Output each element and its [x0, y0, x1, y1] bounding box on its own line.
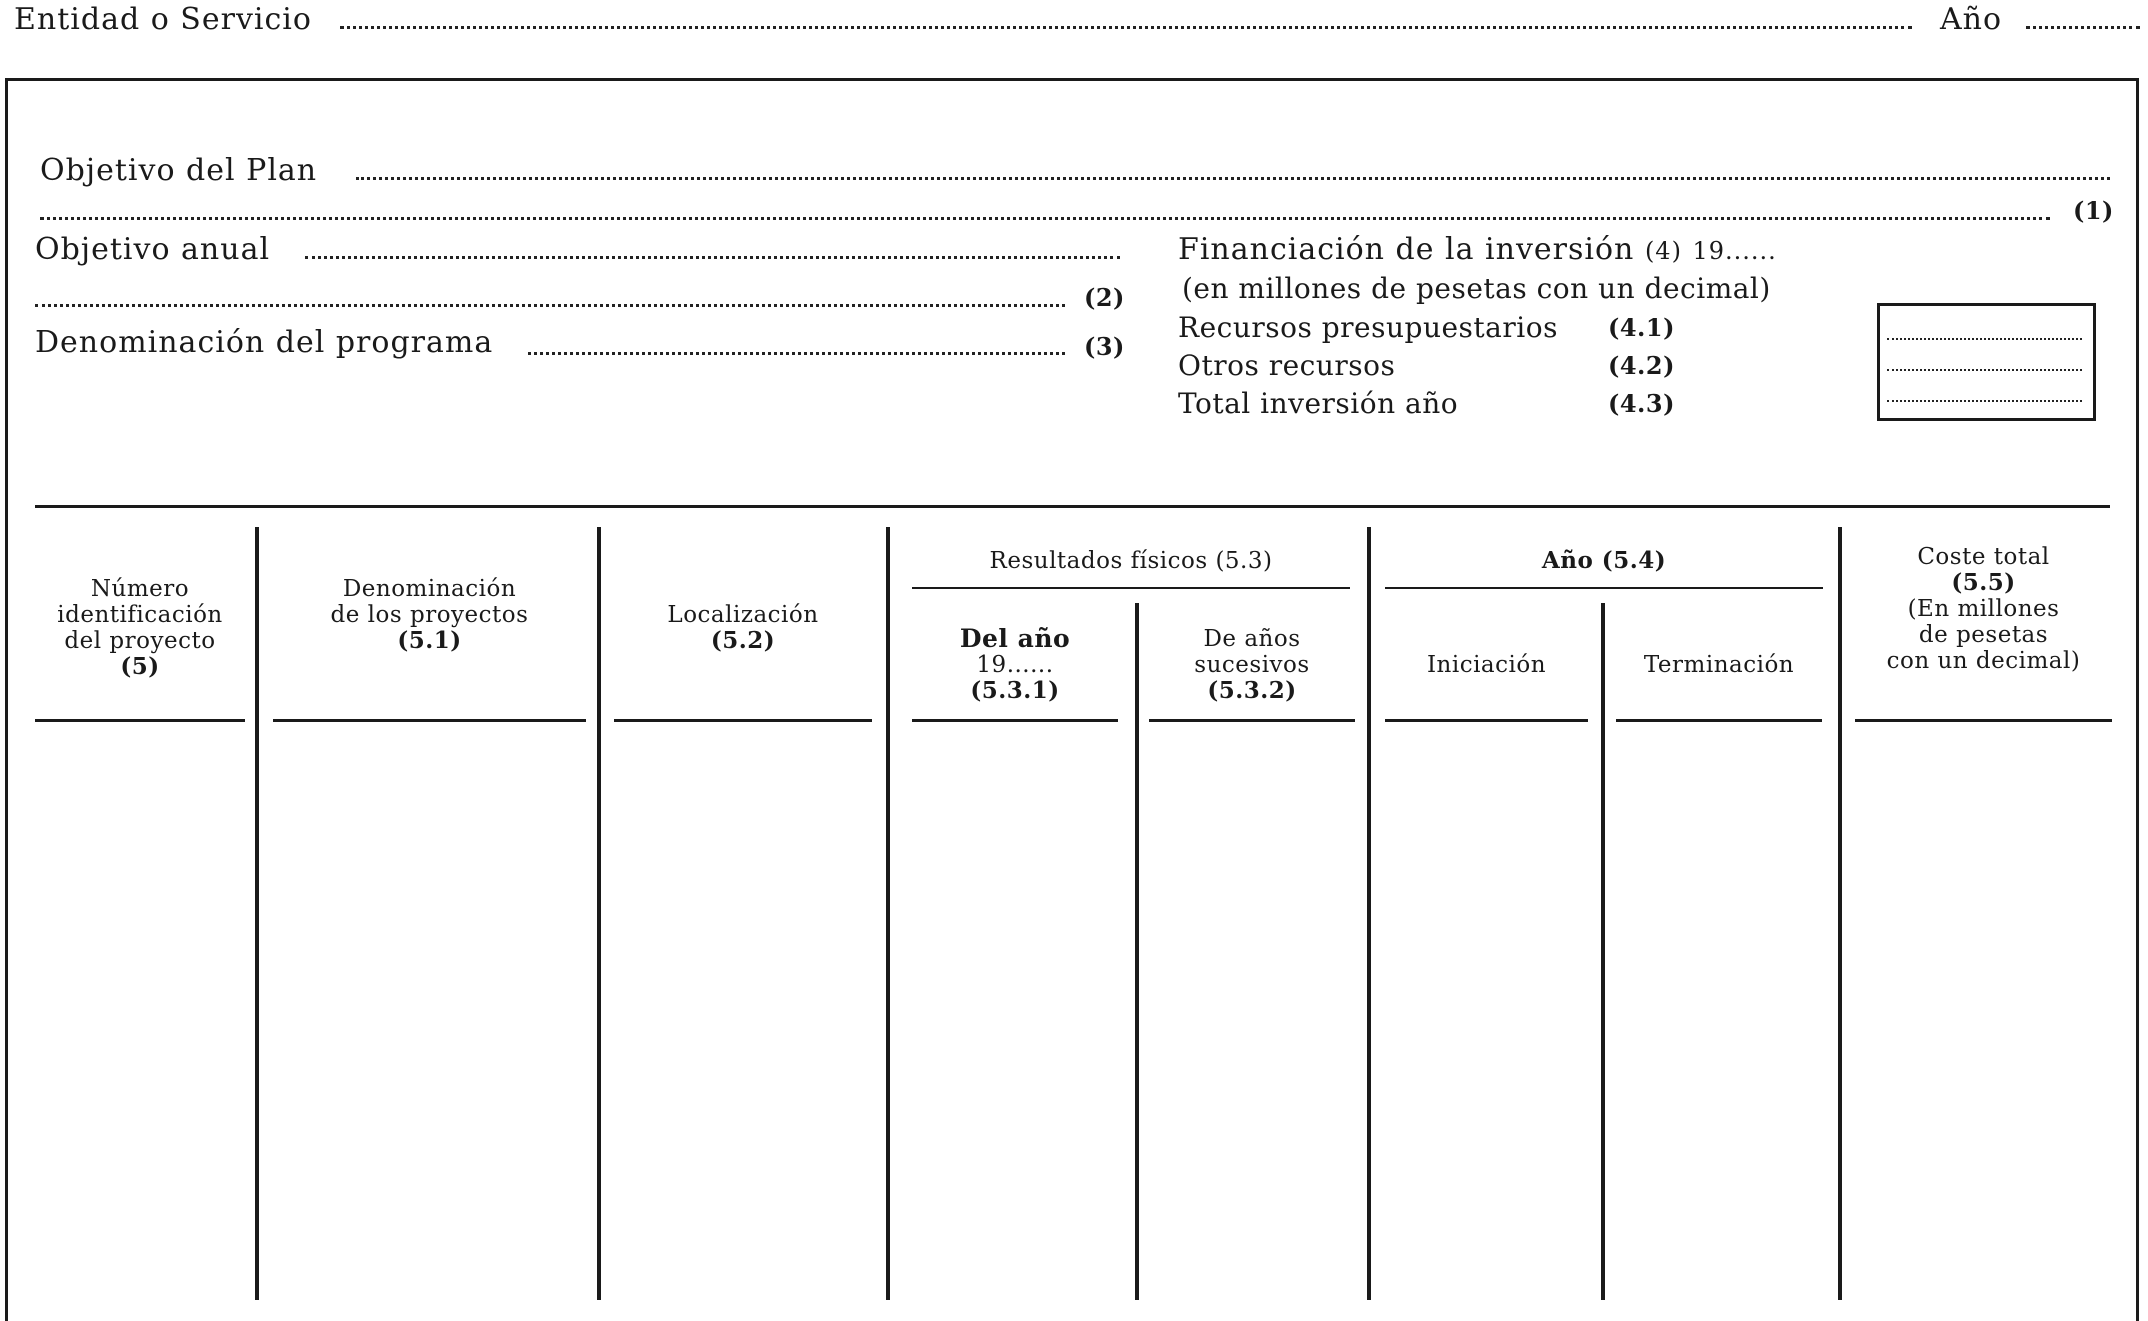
plan-objective-field-line2[interactable] [40, 217, 2050, 220]
col-header-del-ano [912, 626, 1118, 704]
financing-row-budget-label: Recursos presupuestarios [1178, 311, 1558, 344]
group-header-ano: Año (5.4) [1541, 547, 1667, 574]
financing-title-ref: (4) [1644, 237, 1682, 265]
ano-field[interactable] [2026, 26, 2140, 29]
col-header-denominacion-line1: Denominación [342, 576, 517, 602]
program-name-field[interactable] [528, 352, 1065, 355]
col-header-localizacion [614, 602, 872, 654]
col-header-sucesivos-line1: De años [1203, 626, 1301, 652]
group-header-resultados: Resultados físicos (5.3) [989, 548, 1273, 574]
header-rule-coste [1855, 719, 2112, 722]
column-divider-7 [1838, 527, 1842, 1300]
col-header-del-ano-line2: 19...... [976, 652, 1054, 678]
col-header-sucesivos-line2: sucesivos [1194, 652, 1310, 678]
col-header-terminacion: Terminación [1643, 652, 1795, 678]
col-header-del-ano-line3: (5.3.1) [970, 677, 1060, 704]
header-rule-sucesivos [1149, 719, 1355, 722]
col-header-coste-line2: (5.5) [1951, 569, 2016, 596]
financing-values-box [1877, 303, 2096, 421]
col-header-numero [35, 576, 245, 680]
plan-objective-field[interactable] [356, 177, 2110, 180]
col-header-coste-line5: con un decimal) [1886, 648, 2081, 674]
annual-objective-field[interactable] [305, 256, 1120, 259]
column-divider-2 [597, 527, 601, 1300]
plan-objective-label: Objetivo del Plan [40, 153, 318, 188]
financing-year: 19...... [1692, 237, 1777, 265]
column-divider-4 [1135, 603, 1139, 1300]
resultados-group-rule [912, 587, 1350, 589]
annual-objective-label: Objetivo anual [35, 232, 271, 267]
ano-label: Año [1940, 2, 2003, 37]
col-header-numero-line3: del proyecto [64, 628, 216, 654]
financing-row-other-ref: (4.2) [1608, 351, 1675, 380]
header-rule-iniciacion [1385, 719, 1588, 722]
program-name-ref: (3) [1084, 332, 1125, 361]
col-header-denominacion-line2: de los proyectos [330, 602, 529, 628]
column-divider-1 [255, 527, 259, 1300]
col-header-iniciacion: Iniciación [1426, 652, 1547, 678]
financing-title-text: Financiación de la inversión [1178, 232, 1635, 267]
column-divider-5 [1367, 527, 1371, 1300]
col-header-coste-line4: de pesetas [1918, 622, 2049, 648]
col-header-del-ano-line1: Del año [959, 624, 1071, 653]
plan-objective-ref: (1) [2073, 196, 2114, 225]
financing-subtitle: (en millones de pesetas con un decimal) [1182, 272, 1771, 305]
column-divider-3 [886, 527, 890, 1300]
entidad-label: Entidad o Servicio [14, 2, 312, 37]
header-rule-numero [35, 719, 245, 722]
col-header-sucesivos-line3: (5.3.2) [1207, 677, 1297, 704]
annual-objective-ref: (2) [1084, 283, 1125, 312]
header-rule-denominacion [273, 719, 586, 722]
header-rule-del-ano [912, 719, 1118, 722]
col-header-denominacion-line3: (5.1) [397, 627, 462, 654]
financing-row-budget-ref: (4.1) [1608, 313, 1675, 342]
financing-row-total-label: Total inversión año [1178, 387, 1459, 420]
column-divider-6 [1601, 603, 1605, 1300]
financing-other-field[interactable] [1887, 369, 2082, 371]
col-header-localizacion-line2: (5.2) [710, 627, 776, 654]
financing-row-other-label: Otros recursos [1178, 349, 1396, 382]
program-name-label: Denominación del programa [35, 325, 494, 360]
col-header-coste-line3: (En millones [1907, 596, 2060, 622]
col-header-coste [1855, 544, 2112, 674]
col-header-numero-line2: identificación [57, 602, 223, 628]
col-header-localizacion-line1: Localización [667, 602, 819, 628]
financing-title [1178, 232, 1777, 267]
financing-total-field[interactable] [1887, 400, 2082, 402]
ano-group-rule [1385, 587, 1823, 589]
annual-objective-field-line2[interactable] [35, 304, 1065, 307]
col-header-numero-line1: Número [90, 576, 190, 602]
table-top-rule [35, 505, 2110, 508]
col-header-denominacion [273, 576, 586, 654]
col-header-sucesivos [1149, 626, 1355, 704]
financing-row-total-ref: (4.3) [1608, 389, 1675, 418]
col-header-numero-line4: (5) [120, 653, 160, 680]
col-header-coste-line1: Coste total [1917, 544, 2050, 570]
header-rule-localizacion [614, 719, 872, 722]
header-rule-terminacion [1616, 719, 1822, 722]
entidad-field[interactable] [340, 26, 1912, 29]
financing-budget-field[interactable] [1887, 338, 2082, 340]
